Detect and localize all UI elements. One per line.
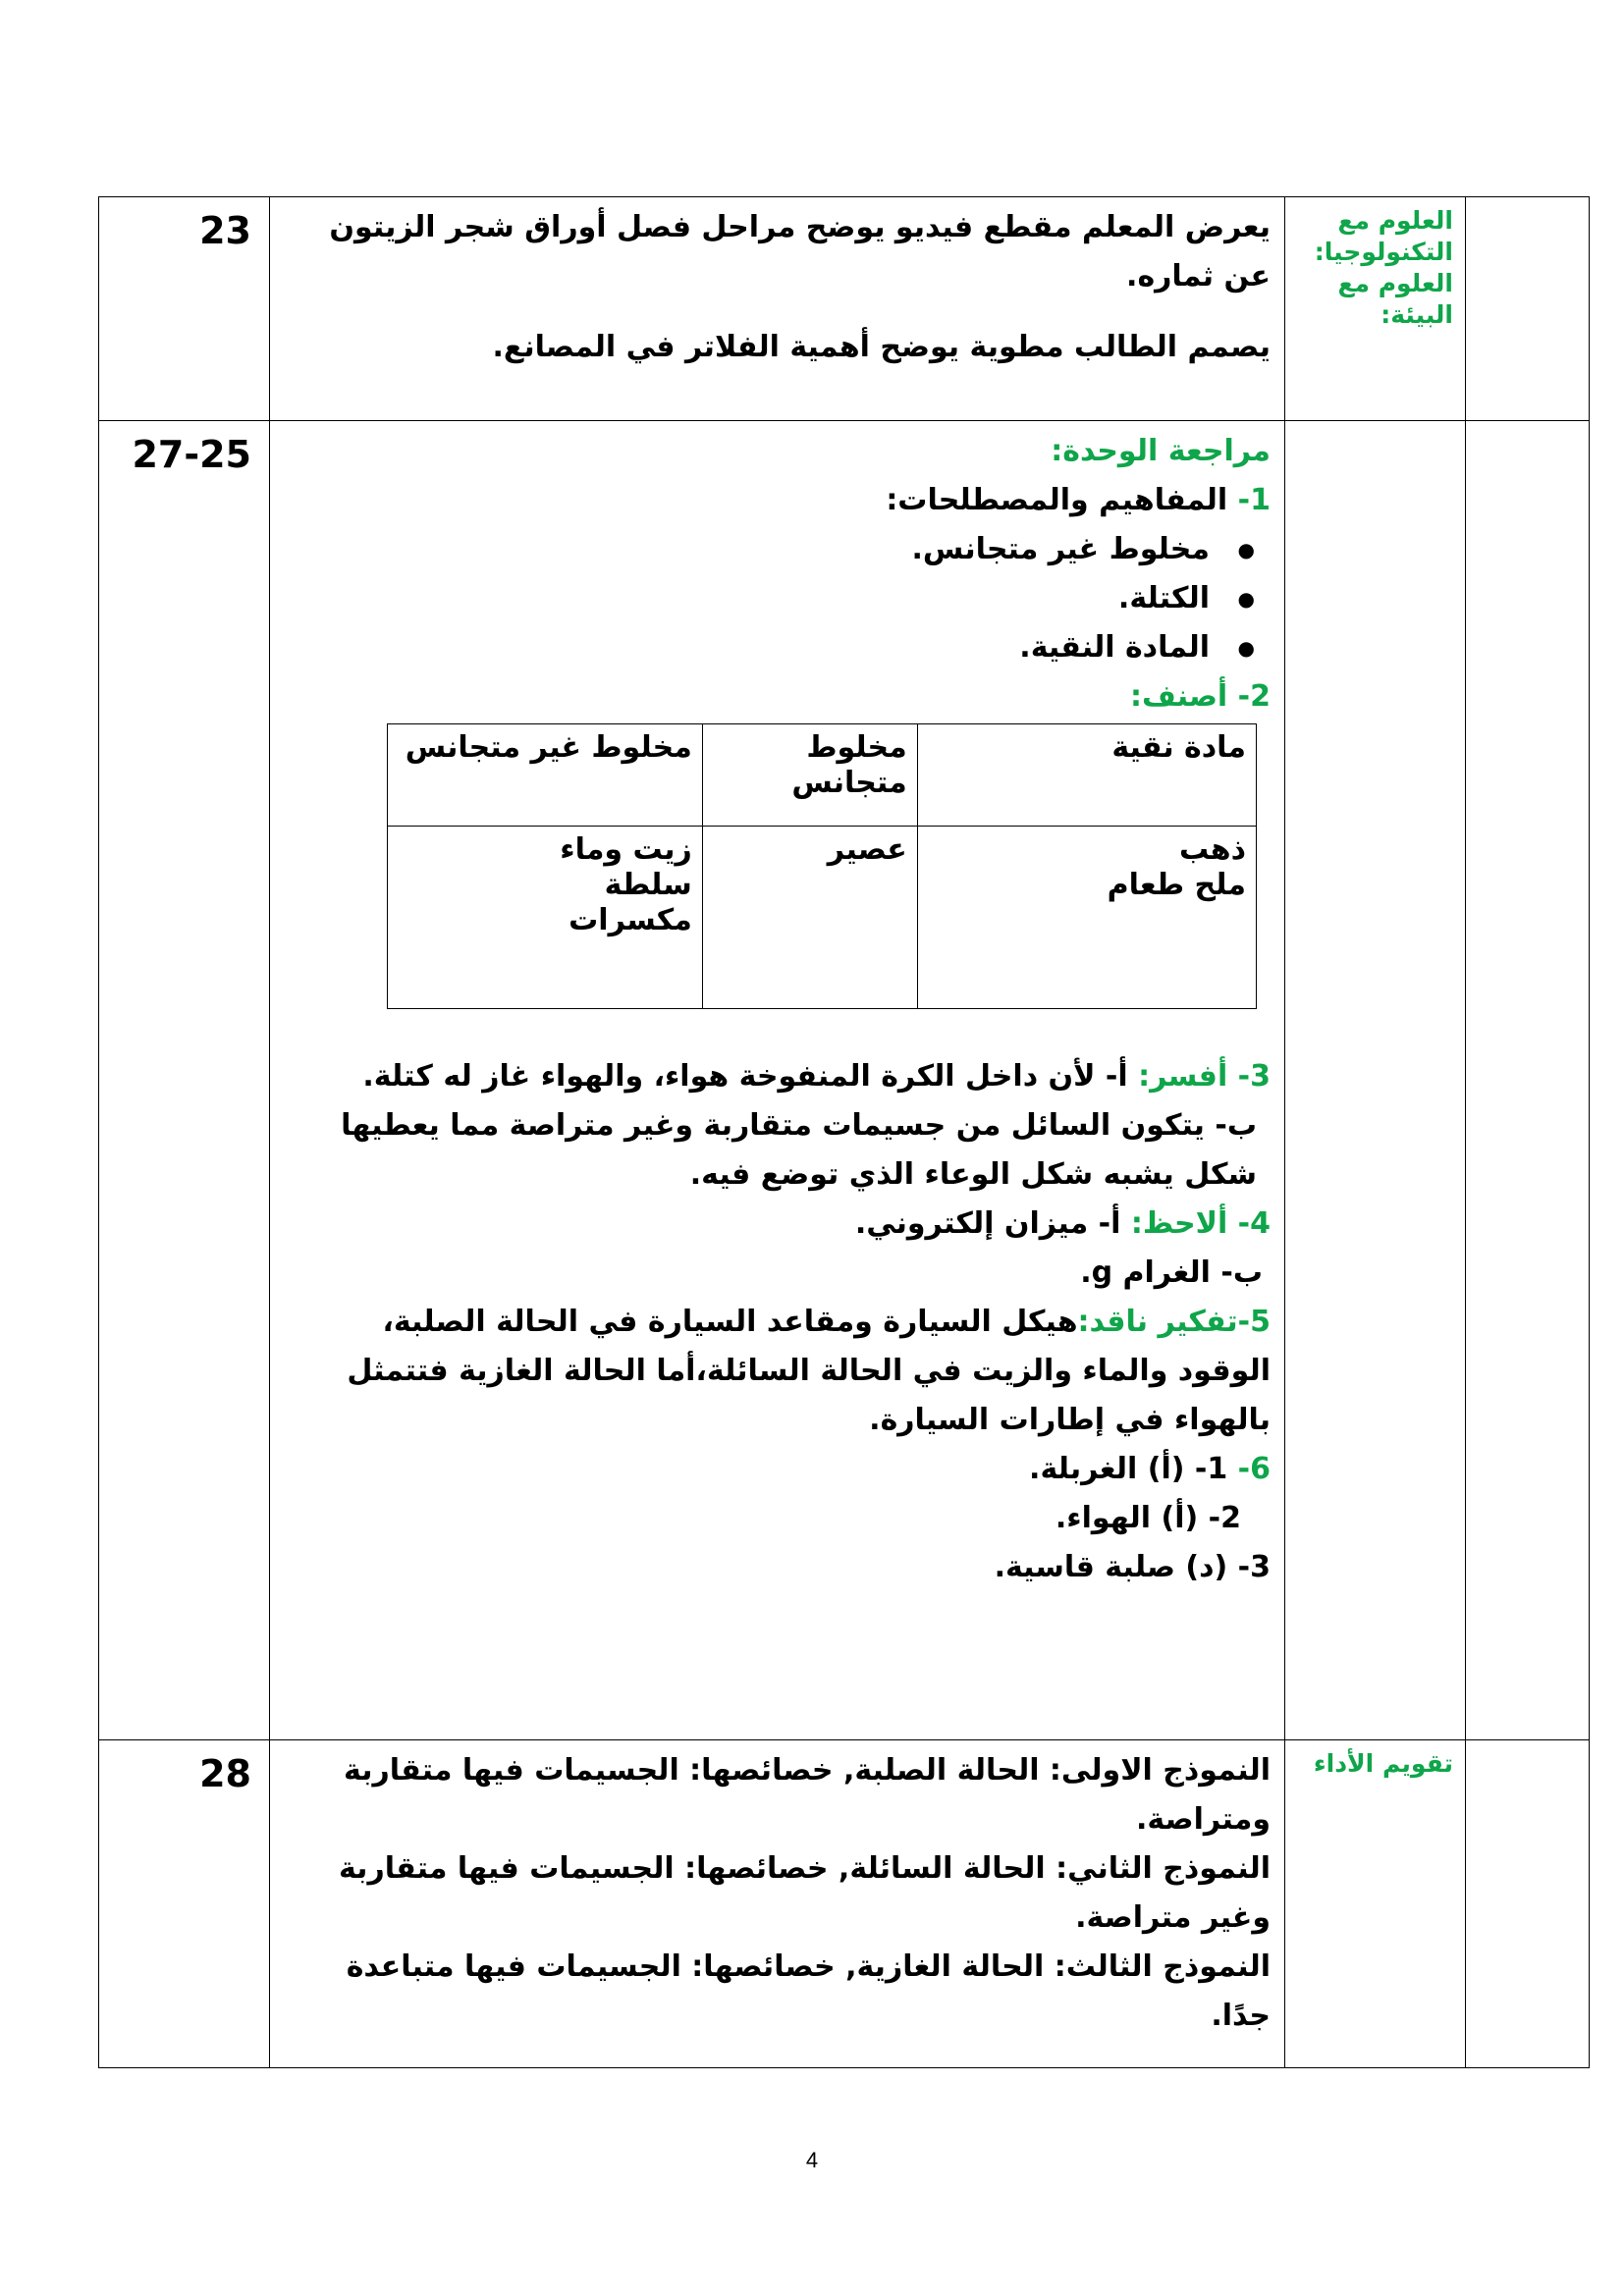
review-title: مراجعة الوحدة:: [1051, 434, 1271, 468]
integration-tag: العلوم مع التكنولوجيا: العلوم مع البيئة:: [1314, 206, 1453, 329]
question-3b: ب- يتكون السائل من جسيمات متقاربة وغير متراصة مما يعطيها شكل يشبه شكل الوعاء الذي توضع فيه.: [341, 1108, 1257, 1192]
page-range: 23: [199, 209, 251, 252]
table-row: [99, 421, 1590, 1740]
question-1: 1- المفاهيم والمصطلحات:: [886, 483, 1271, 517]
question-4b: ب- الغرام g.: [1080, 1255, 1263, 1290]
integration-tag-cell: [1285, 197, 1466, 421]
page-range-cell: [99, 197, 270, 421]
content-line: النموذج الاولى: الحالة الصلبة, خصائصها: الجسيمات فيها متقاربة ومتراصة.: [344, 1753, 1271, 1837]
cell-heterogeneous: زيت وماء سلطة مكسرات: [388, 827, 703, 1009]
question-6-item: 3- (د) صلبة قاسية.: [994, 1550, 1271, 1584]
list-item: ● مخلوط غير متجانس.: [284, 525, 1210, 574]
cell-homogeneous: عصير: [702, 827, 917, 1009]
cell-pure: ذهب ملح طعام: [917, 827, 1256, 1009]
integration-tag: تقويم الأداء: [1313, 1749, 1453, 1778]
integration-tag-cell: [1285, 421, 1466, 1740]
question-3: 3- أفسر: أ- لأن داخل الكرة المنفوخة هواء، والهواء غاز له كتلة.: [362, 1059, 1271, 1094]
table-row: [388, 724, 1257, 827]
list-item: ● الكتلة.: [284, 574, 1210, 623]
header-homogeneous: مخلوط متجانس: [702, 724, 917, 827]
question-5: 5-تفكير ناقد:هيكل السيارة ومقاعد السيارة في الحالة الصلبة، الوقود والماء والزيت في الحالة السائلة،أما الحالة الغازية فتتمثل بالهواء في إطارات السيارة.: [347, 1305, 1271, 1437]
question-6: 6- 1- (أ) الغربلة.: [1029, 1452, 1271, 1486]
integration-tag-cell: [1285, 1740, 1466, 2068]
question-6-item: 2- (أ) الهواء.: [1055, 1501, 1241, 1535]
question-2: 2- أصنف:: [1129, 679, 1271, 714]
page-number: 4: [805, 2148, 819, 2172]
table-row: [388, 827, 1257, 1009]
lesson-plan-table: [98, 196, 1590, 2068]
list-item: ● المادة النقية.: [284, 623, 1210, 672]
page-range: 28: [199, 1752, 251, 1795]
table-row: [99, 1740, 1590, 2068]
empty-cell: [1466, 197, 1590, 421]
empty-cell: [1466, 1740, 1590, 2068]
question-4: 4- ألاحظ: أ- ميزان إلكتروني.: [854, 1206, 1271, 1241]
page-range: 27-25: [132, 433, 251, 476]
content-line: النموذج الثاني: الحالة السائلة, خصائصها: الجسيمات فيها متقاربة وغير متراصة.: [338, 1851, 1271, 1935]
content-line: يعرض المعلم مقطع فيديو يوضح مراحل فصل أوراق شجر الزيتون عن ثماره.: [329, 210, 1271, 294]
page-range-cell: [99, 1740, 270, 2068]
empty-cell: [1466, 421, 1590, 1740]
page-range-cell: [99, 421, 270, 1740]
header-heterogeneous: مخلوط غير متجانس: [388, 724, 703, 827]
terms-list: [284, 525, 1271, 672]
content-cell: [270, 197, 1285, 421]
content-cell: [270, 421, 1285, 1740]
table-row: [99, 197, 1590, 421]
content-line: يصمم الطالب مطوية يوضح أهمية الفلاتر في المصانع.: [492, 330, 1271, 364]
content-line: النموذج الثالث: الحالة الغازية, خصائصها: الجسيمات فيها متباعدة جدًا.: [346, 1949, 1271, 2033]
content-cell: [270, 1740, 1285, 2068]
classification-table: [387, 723, 1257, 1009]
header-pure: مادة نقية: [917, 724, 1256, 827]
